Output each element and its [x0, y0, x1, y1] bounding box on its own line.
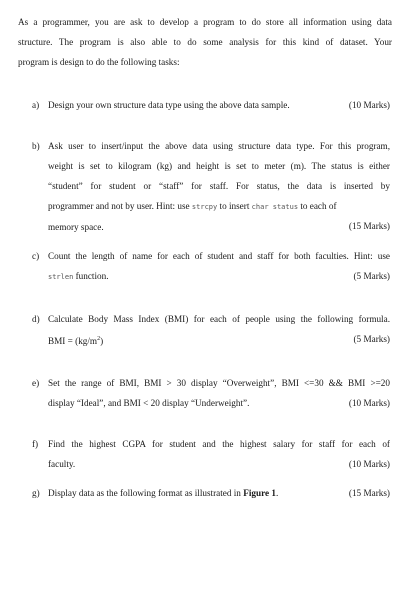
question-text: Find the highest CGPA for student and the highest salary for staff for each of faculty.	[48, 439, 390, 469]
intro-paragraph	[18, 12, 392, 72]
code-char-status: char status	[251, 203, 299, 211]
marks-label: (5 Marks)	[353, 334, 390, 344]
marks-label: (15 Marks)	[348, 488, 390, 498]
question-text: Set the range of BMI, BMI > 30 display “Overweight”, BMI <=30 && BMI >=20 display “Ideal”, and BMI < 20 display “Underweight”.	[48, 378, 390, 408]
question-text: Calculate Body Mass Index (BMI) for each of people using the following formula. BMI = $(kg/m^2)$	[48, 314, 390, 347]
figure-reference: Figure 1	[243, 488, 276, 498]
intro-line: As a programmer, you are ask to develop a program to do store all information using data	[18, 17, 392, 27]
marks-label: (10 Marks)	[348, 398, 390, 408]
question-text: Display data as the following format as illustrated in Figure 1.	[48, 488, 279, 498]
question-letter: g)	[32, 488, 40, 498]
marks-label: (10 Marks)	[348, 459, 390, 469]
question-text: Ask user to insert/input the above data using structure data type. For this program, weight is set to kilogram (kg) and height is set to meter (m). The status is either “student” for student or “staff” for staff. For status, the data is inserted by programmer and not by user. Hint: use strcpy to insert char status to each of memory space.	[48, 141, 390, 232]
marks-label: (15 Marks)	[348, 221, 390, 231]
intro-line: program is design to do the following tasks:	[18, 57, 180, 67]
question-letter: b)	[32, 141, 40, 151]
marks-label: (10 Marks)	[348, 100, 390, 110]
code-strcpy: strcpy	[191, 203, 218, 211]
question-letter: a)	[32, 100, 40, 110]
marks-label: (5 Marks)	[353, 271, 390, 281]
question-text: Design your own structure data type using the above data sample.	[48, 100, 290, 110]
question-letter: f)	[32, 439, 39, 449]
question-letter: d)	[32, 314, 40, 324]
code-strlen: strlen	[48, 273, 74, 281]
question-letter: c)	[32, 251, 40, 261]
question-text: Count the length of name for each of student and staff for both faculties. Hint: use strlen function.	[48, 251, 390, 281]
question-letter: e)	[32, 378, 40, 388]
intro-line: structure. The program is also able to do some analysis for this kind of dataset. Your	[18, 37, 392, 47]
